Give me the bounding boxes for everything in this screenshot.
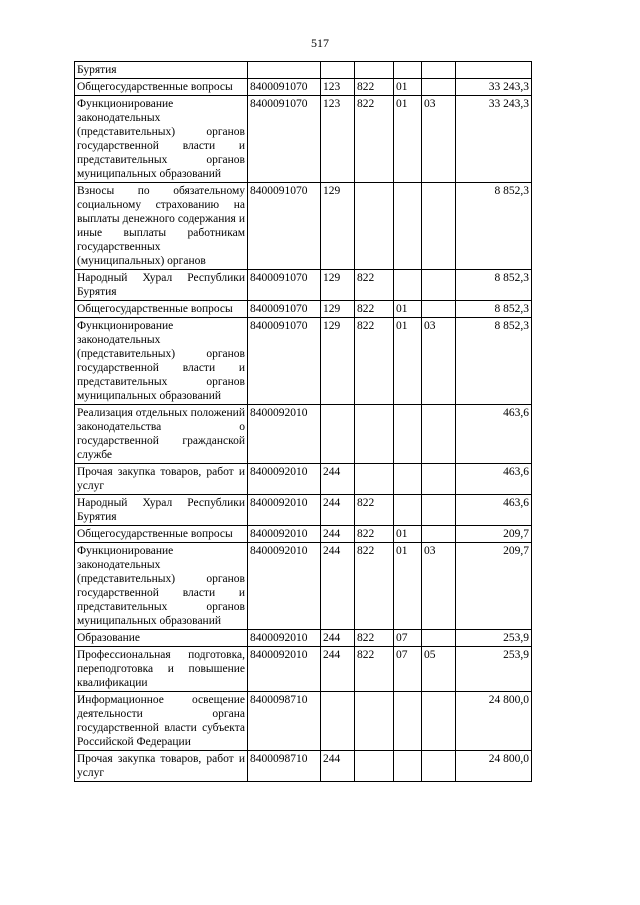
item-name-cell: Прочая закупка товаров, работ и услуг [75, 751, 248, 782]
expense-type-code-cell: 244 [321, 543, 355, 630]
section-code-cell [394, 751, 422, 782]
target-article-code-cell [248, 62, 321, 79]
expense-type-code-cell: 244 [321, 630, 355, 647]
expense-type-code-cell: 244 [321, 647, 355, 692]
subsection-code-cell [422, 301, 456, 318]
expense-type-code-cell [321, 405, 355, 464]
subsection-code-cell: 03 [422, 318, 456, 405]
table-row [75, 543, 532, 630]
section-code-cell: 01 [394, 318, 422, 405]
table-row [75, 96, 532, 183]
expense-type-code-cell: 244 [321, 751, 355, 782]
amount-cell: 253,9 [456, 647, 532, 692]
table-row [75, 62, 532, 79]
amount-cell: 8 852,3 [456, 270, 532, 301]
table-row [75, 647, 532, 692]
section-code-cell: 07 [394, 630, 422, 647]
expense-type-code-cell [321, 62, 355, 79]
table-row [75, 183, 532, 270]
item-name-cell: Общегосударственные вопросы [75, 526, 248, 543]
ministry-code-cell [355, 692, 394, 751]
expense-type-code-cell: 244 [321, 464, 355, 495]
target-article-code-cell: 8400091070 [248, 183, 321, 270]
item-name-cell: Функционирование законодательных (представительных) органов государственной власти и представительных органов муниципальных образований [75, 96, 248, 183]
ministry-code-cell [355, 405, 394, 464]
item-name-cell: Образование [75, 630, 248, 647]
section-code-cell [394, 405, 422, 464]
table-row [75, 495, 532, 526]
section-code-cell [394, 495, 422, 526]
section-code-cell: 07 [394, 647, 422, 692]
subsection-code-cell: 05 [422, 647, 456, 692]
table-row [75, 751, 532, 782]
subsection-code-cell [422, 526, 456, 543]
expense-type-code-cell: 129 [321, 318, 355, 405]
amount-cell: 8 852,3 [456, 183, 532, 270]
section-code-cell [394, 62, 422, 79]
subsection-code-cell: 03 [422, 96, 456, 183]
budget-table-body [75, 62, 532, 782]
table-row [75, 692, 532, 751]
amount-cell: 8 852,3 [456, 301, 532, 318]
ministry-code-cell: 822 [355, 630, 394, 647]
item-name-cell: Народный Хурал Республики Бурятия [75, 495, 248, 526]
target-article-code-cell: 8400091070 [248, 96, 321, 183]
item-name-cell: Функционирование законодательных (представительных) органов государственной власти и представительных органов муниципальных образований [75, 543, 248, 630]
amount-cell: 463,6 [456, 464, 532, 495]
subsection-code-cell [422, 79, 456, 96]
subsection-code-cell: 03 [422, 543, 456, 630]
item-name-cell: Народный Хурал Республики Бурятия [75, 270, 248, 301]
item-name-cell: Общегосударственные вопросы [75, 79, 248, 96]
ministry-code-cell: 822 [355, 318, 394, 405]
ministry-code-cell [355, 751, 394, 782]
subsection-code-cell [422, 630, 456, 647]
ministry-code-cell: 822 [355, 79, 394, 96]
amount-cell: 8 852,3 [456, 318, 532, 405]
budget-table [74, 61, 532, 782]
expense-type-code-cell: 123 [321, 96, 355, 183]
expense-type-code-cell: 129 [321, 301, 355, 318]
section-code-cell [394, 464, 422, 495]
expense-type-code-cell: 129 [321, 270, 355, 301]
section-code-cell [394, 692, 422, 751]
amount-cell: 463,6 [456, 405, 532, 464]
amount-cell: 209,7 [456, 543, 532, 630]
item-name-cell: Взносы по обязательному социальному страхованию на выплаты денежного содержания и иные выплаты работникам государственных (муниципальных) органов [75, 183, 248, 270]
section-code-cell: 01 [394, 79, 422, 96]
section-code-cell: 01 [394, 526, 422, 543]
target-article-code-cell: 8400092010 [248, 630, 321, 647]
target-article-code-cell: 8400092010 [248, 647, 321, 692]
item-name-cell: Информационное освещение деятельности органа государственной власти субъекта Российской Федерации [75, 692, 248, 751]
amount-cell: 24 800,0 [456, 751, 532, 782]
target-article-code-cell: 8400098710 [248, 751, 321, 782]
expense-type-code-cell: 123 [321, 79, 355, 96]
table-row [75, 301, 532, 318]
ministry-code-cell [355, 464, 394, 495]
ministry-code-cell: 822 [355, 543, 394, 630]
section-code-cell: 01 [394, 96, 422, 183]
amount-cell: 209,7 [456, 526, 532, 543]
section-code-cell [394, 183, 422, 270]
subsection-code-cell [422, 751, 456, 782]
expense-type-code-cell: 244 [321, 495, 355, 526]
expense-type-code-cell: 244 [321, 526, 355, 543]
ministry-code-cell [355, 183, 394, 270]
subsection-code-cell [422, 270, 456, 301]
table-row [75, 526, 532, 543]
item-name-cell: Реализация отдельных положений законодательства о государственной гражданской службе [75, 405, 248, 464]
page-number: 517 [311, 36, 329, 50]
target-article-code-cell: 8400098710 [248, 692, 321, 751]
target-article-code-cell: 8400092010 [248, 495, 321, 526]
ministry-code-cell: 822 [355, 301, 394, 318]
amount-cell: 33 243,3 [456, 79, 532, 96]
section-code-cell: 01 [394, 543, 422, 630]
ministry-code-cell: 822 [355, 647, 394, 692]
target-article-code-cell: 8400091070 [248, 79, 321, 96]
subsection-code-cell [422, 405, 456, 464]
amount-cell: 463,6 [456, 495, 532, 526]
target-article-code-cell: 8400092010 [248, 464, 321, 495]
table-row [75, 79, 532, 96]
table-row [75, 464, 532, 495]
ministry-code-cell: 822 [355, 270, 394, 301]
target-article-code-cell: 8400092010 [248, 526, 321, 543]
subsection-code-cell [422, 692, 456, 751]
amount-cell: 24 800,0 [456, 692, 532, 751]
target-article-code-cell: 8400091070 [248, 318, 321, 405]
table-row [75, 270, 532, 301]
ministry-code-cell: 822 [355, 495, 394, 526]
ministry-code-cell: 822 [355, 526, 394, 543]
section-code-cell: 01 [394, 301, 422, 318]
table-row [75, 405, 532, 464]
ministry-code-cell [355, 62, 394, 79]
subsection-code-cell [422, 464, 456, 495]
amount-cell [456, 62, 532, 79]
section-code-cell [394, 270, 422, 301]
item-name-cell: Общегосударственные вопросы [75, 301, 248, 318]
subsection-code-cell [422, 62, 456, 79]
item-name-cell: Прочая закупка товаров, работ и услуг [75, 464, 248, 495]
expense-type-code-cell [321, 692, 355, 751]
expense-type-code-cell: 129 [321, 183, 355, 270]
table-row [75, 630, 532, 647]
item-name-cell: Профессиональная подготовка, переподготовка и повышение квалификации [75, 647, 248, 692]
ministry-code-cell: 822 [355, 96, 394, 183]
target-article-code-cell: 8400091070 [248, 270, 321, 301]
table-row [75, 318, 532, 405]
target-article-code-cell: 8400092010 [248, 543, 321, 630]
amount-cell: 33 243,3 [456, 96, 532, 183]
subsection-code-cell [422, 495, 456, 526]
item-name-cell: Бурятия [75, 62, 248, 79]
target-article-code-cell: 8400091070 [248, 301, 321, 318]
amount-cell: 253,9 [456, 630, 532, 647]
item-name-cell: Функционирование законодательных (представительных) органов государственной власти и представительных органов муниципальных образований [75, 318, 248, 405]
target-article-code-cell: 8400092010 [248, 405, 321, 464]
subsection-code-cell [422, 183, 456, 270]
